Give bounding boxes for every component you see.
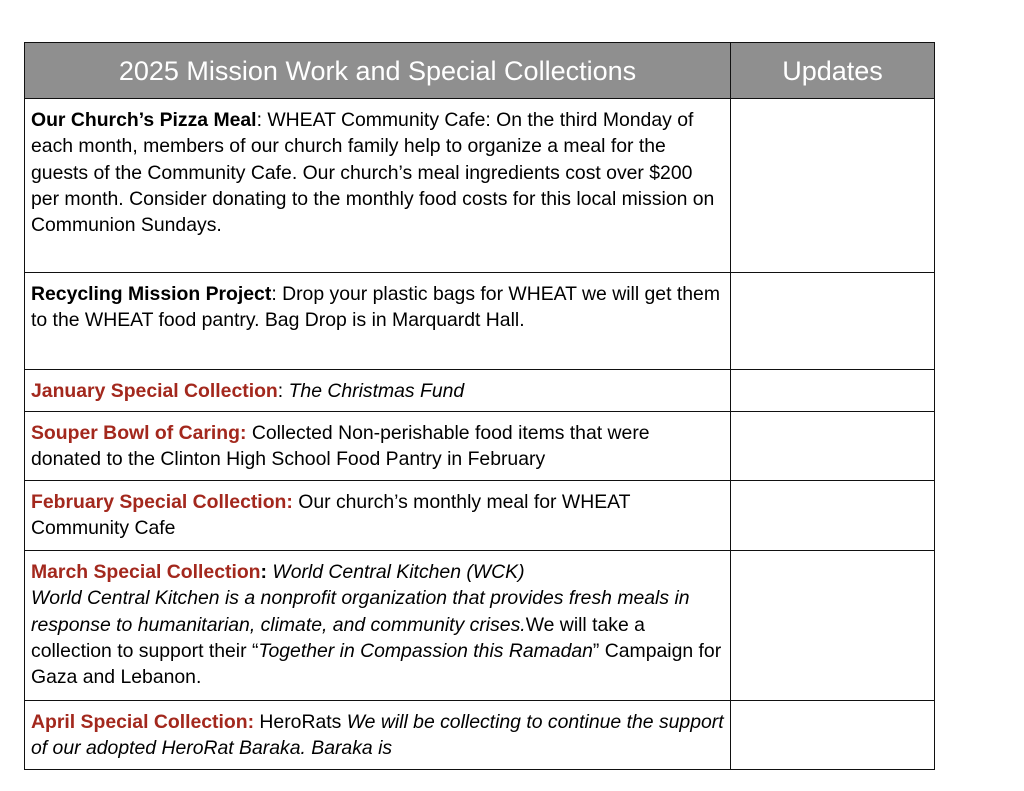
row-italic: We will be collecting to continue the support of our adopted HeroRat Baraka. Baraka is bbox=[31, 711, 724, 760]
row-heading: Souper Bowl of Caring: bbox=[31, 422, 247, 444]
table-row bbox=[25, 273, 935, 370]
row-text: Collected Non-perishable food items that were donated to the Clinton High School Food Pantry in February bbox=[31, 422, 650, 471]
table-row bbox=[25, 551, 935, 701]
row-italic: The Christmas Fund bbox=[288, 380, 465, 402]
row-content bbox=[25, 273, 731, 370]
row-text: We will take a collection to support their “ bbox=[31, 613, 645, 662]
table-row bbox=[25, 412, 935, 481]
row-heading: January Special Collection bbox=[31, 380, 278, 402]
row-update-cell bbox=[731, 551, 935, 701]
header-updates: Updates bbox=[731, 43, 935, 99]
row-italic-description: World Central Kitchen is a nonprofit organization that provides fresh meals in response to humanitarian, climate, and community crises. bbox=[31, 587, 690, 636]
row-content bbox=[25, 481, 731, 551]
row-campaign-name: Together in Compassion this Ramadan bbox=[258, 639, 593, 662]
row-update-cell bbox=[731, 481, 935, 551]
row-separator: : bbox=[260, 561, 273, 583]
header-title: 2025 Mission Work and Special Collections bbox=[25, 43, 731, 99]
row-update-cell bbox=[731, 412, 935, 481]
row-content bbox=[25, 701, 731, 770]
row-italic-title: World Central Kitchen (WCK) bbox=[272, 561, 525, 583]
table-header-row bbox=[25, 43, 935, 99]
row-text: Our church’s monthly meal for WHEAT Community Cafe bbox=[31, 491, 631, 540]
row-separator: : bbox=[271, 283, 283, 305]
row-heading: Recycling Mission Project bbox=[31, 283, 272, 305]
table-row bbox=[25, 370, 935, 412]
row-heading: February Special Collection: bbox=[31, 491, 293, 513]
row-update-cell bbox=[731, 273, 935, 370]
row-separator: : bbox=[256, 109, 268, 131]
table-row bbox=[25, 481, 935, 551]
row-update-cell bbox=[731, 99, 935, 273]
row-heading: Our Church’s Pizza Meal bbox=[31, 109, 257, 131]
row-text-end: ” Campaign for Gaza and Lebanon. bbox=[31, 639, 722, 689]
row-text: WHEAT Community Cafe: On the third Monday of each month, members of our church family help to organize a meal for the guests of the Community Cafe. Our church’s meal ingredients cost over $200 per month. Consider donating to the monthly food costs for this local mission on Communion Sundays. bbox=[31, 109, 715, 237]
row-update-cell bbox=[731, 701, 935, 770]
table-row bbox=[25, 99, 935, 273]
row-content bbox=[25, 370, 731, 412]
row-update-cell bbox=[731, 370, 935, 412]
row-content bbox=[25, 99, 731, 273]
mission-table bbox=[24, 42, 935, 770]
row-content bbox=[25, 551, 731, 701]
row-text: HeroRats bbox=[254, 711, 347, 733]
table-row bbox=[25, 701, 935, 770]
row-heading: March Special Collection bbox=[31, 561, 261, 583]
row-text: Drop your plastic bags for WHEAT we will get them to the WHEAT food pantry. Bag Drop is in Marquardt Hall. bbox=[31, 283, 720, 332]
row-separator: : bbox=[277, 380, 289, 402]
row-content bbox=[25, 412, 731, 481]
row-heading: April Special Collection: bbox=[31, 711, 255, 733]
